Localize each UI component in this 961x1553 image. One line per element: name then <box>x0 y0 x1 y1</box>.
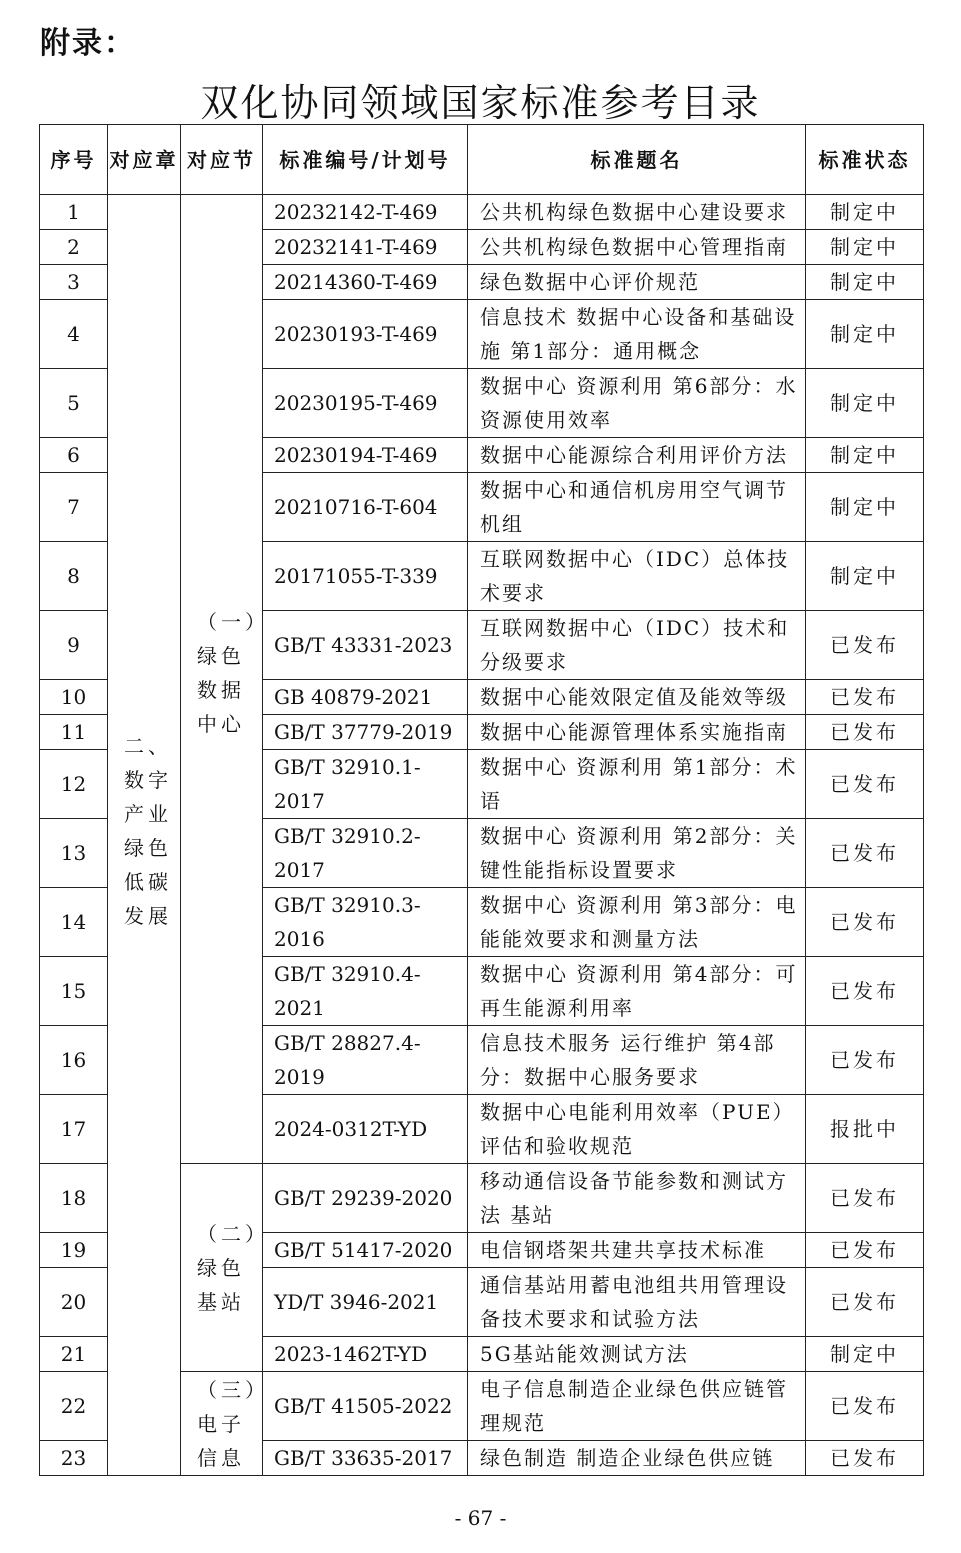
section-cell-1 <box>181 195 269 1164</box>
row-number: 18 <box>40 1164 108 1233</box>
standard-status: 已发布 <box>806 611 924 680</box>
standard-name: 公共机构绿色数据中心建设要求 <box>468 195 806 230</box>
row-number: 4 <box>40 300 108 369</box>
standard-status: 制定中 <box>806 542 924 611</box>
row-number: 9 <box>40 611 108 680</box>
row-number: 5 <box>40 369 108 438</box>
cell-line: （一） <box>197 610 269 634</box>
standard-code: GB/T 43331-2023 <box>263 611 468 680</box>
standard-code: 20230194-T-469 <box>263 438 468 473</box>
row-number: 1 <box>40 195 108 230</box>
standard-name: 信息技术 数据中心设备和基础设施 第1部分：通用概念 <box>468 300 806 369</box>
standard-code: GB/T 37779-2019 <box>263 715 468 750</box>
standard-status: 已发布 <box>806 888 924 957</box>
standard-status: 制定中 <box>806 230 924 265</box>
row-number: 10 <box>40 680 108 715</box>
table-header-row <box>40 125 924 195</box>
cell-line: 绿色 <box>197 1255 245 1280</box>
standard-code: GB/T 32910.3-2016 <box>263 888 468 957</box>
standard-code: 20210716-T-604 <box>263 473 468 542</box>
cell-line: 电子 <box>197 1411 245 1436</box>
standard-name: 数据中心电能利用效率（PUE）评估和验收规范 <box>468 1095 806 1164</box>
standard-name: 数据中心 资源利用 第2部分：关键性能指标设置要求 <box>468 819 806 888</box>
chapter-cell <box>108 195 181 1476</box>
standard-name: 数据中心能源管理体系实施指南 <box>468 715 806 750</box>
row-number: 16 <box>40 1026 108 1095</box>
row-number: 14 <box>40 888 108 957</box>
standard-code: GB/T 32910.1-2017 <box>263 750 468 819</box>
standard-name: 公共机构绿色数据中心管理指南 <box>468 230 806 265</box>
row-number: 6 <box>40 438 108 473</box>
cell-line: 基站 <box>197 1289 245 1314</box>
standard-code: GB 40879-2021 <box>263 680 468 715</box>
standard-status: 制定中 <box>806 473 924 542</box>
page-number: - 67 - <box>454 1506 507 1530</box>
row-number: 23 <box>40 1441 108 1476</box>
standard-code: 20171055-T-339 <box>263 542 468 611</box>
cell-line: （三） <box>197 1377 269 1402</box>
row-number: 12 <box>40 750 108 819</box>
standard-name: 数据中心和通信机房用空气调节机组 <box>468 473 806 542</box>
header-seq: 序号 <box>40 125 108 195</box>
standard-code: 20214360-T-469 <box>263 265 468 300</box>
appendix-label: 附录： <box>40 26 136 61</box>
header-code: 标准编号/计划号 <box>263 125 468 195</box>
cell-line: 产业 <box>124 802 172 826</box>
standard-code: GB/T 51417-2020 <box>263 1233 468 1268</box>
standard-name: 数据中心 资源利用 第6部分：水资源使用效率 <box>468 369 806 438</box>
standard-status: 已发布 <box>806 1372 924 1441</box>
standard-status: 已发布 <box>806 1026 924 1095</box>
standard-status: 已发布 <box>806 1268 924 1337</box>
row-number: 15 <box>40 957 108 1026</box>
standard-status: 制定中 <box>806 1337 924 1372</box>
cell-line: 数字 <box>124 768 172 792</box>
row-number: 20 <box>40 1268 108 1337</box>
standard-name: 互联网数据中心（IDC）总体技术要求 <box>468 542 806 611</box>
standard-status: 已发布 <box>806 715 924 750</box>
standard-status: 已发布 <box>806 1441 924 1476</box>
standard-status: 制定中 <box>806 369 924 438</box>
row-number: 17 <box>40 1095 108 1164</box>
table-row <box>40 195 924 230</box>
standard-status: 已发布 <box>806 680 924 715</box>
cell-line: （二） <box>197 1221 269 1246</box>
standard-status: 已发布 <box>806 819 924 888</box>
standard-status: 已发布 <box>806 750 924 819</box>
cell-line: 发展 <box>124 904 172 928</box>
standard-code: GB/T 41505-2022 <box>263 1372 468 1441</box>
standard-code: GB/T 28827.4-2019 <box>263 1026 468 1095</box>
row-number: 22 <box>40 1372 108 1441</box>
standard-code: GB/T 29239-2020 <box>263 1164 468 1233</box>
standard-name: 数据中心 资源利用 第1部分：术语 <box>468 750 806 819</box>
standards-table <box>39 124 924 1476</box>
header-chapter: 对应章 <box>108 125 181 195</box>
cell-line: 信息 <box>197 1445 245 1470</box>
row-number: 21 <box>40 1337 108 1372</box>
standard-code: 2024-0312T-YD <box>263 1095 468 1164</box>
row-number: 2 <box>40 230 108 265</box>
standard-name: 数据中心 资源利用 第4部分：可再生能源利用率 <box>468 957 806 1026</box>
standard-name: 绿色数据中心评价规范 <box>468 265 806 300</box>
section-cell-2 <box>181 1164 269 1372</box>
standard-status: 已发布 <box>806 957 924 1026</box>
row-number: 8 <box>40 542 108 611</box>
cell-line: 二、 <box>124 734 172 758</box>
standard-name: 通信基站用蓄电池组共用管理设备技术要求和试验方法 <box>468 1268 806 1337</box>
section-cell-3 <box>181 1372 269 1476</box>
standard-name: 数据中心能源综合利用评价方法 <box>468 438 806 473</box>
cell-line: 绿色 <box>124 836 172 860</box>
header-name: 标准题名 <box>468 125 806 195</box>
standard-code: 20232141-T-469 <box>263 230 468 265</box>
standard-name: 互联网数据中心（IDC）技术和分级要求 <box>468 611 806 680</box>
row-number: 11 <box>40 715 108 750</box>
standard-name: 电子信息制造企业绿色供应链管理规范 <box>468 1372 806 1441</box>
standard-name: 数据中心能效限定值及能效等级 <box>468 680 806 715</box>
standard-name: 移动通信设备节能参数和测试方法 基站 <box>468 1164 806 1233</box>
standard-name: 信息技术服务 运行维护 第4部分：数据中心服务要求 <box>468 1026 806 1095</box>
cell-line: 中心 <box>197 712 245 736</box>
header-status: 标准状态 <box>806 125 924 195</box>
standard-code: 20230193-T-469 <box>263 300 468 369</box>
standard-name: 绿色制造 制造企业绿色供应链 <box>468 1441 806 1476</box>
row-number: 3 <box>40 265 108 300</box>
standard-status: 已发布 <box>806 1233 924 1268</box>
standard-name: 电信钢塔架共建共享技术标准 <box>468 1233 806 1268</box>
row-number: 19 <box>40 1233 108 1268</box>
standard-code: 2023-1462T-YD <box>263 1337 468 1372</box>
standard-code: YD/T 3946-2021 <box>263 1268 468 1337</box>
standard-code: 20232142-T-469 <box>263 195 468 230</box>
standard-name: 数据中心 资源利用 第3部分：电能能效要求和测量方法 <box>468 888 806 957</box>
cell-line: 数据 <box>197 678 245 702</box>
standard-status: 制定中 <box>806 265 924 300</box>
standard-code: 20230195-T-469 <box>263 369 468 438</box>
standard-status: 制定中 <box>806 438 924 473</box>
standard-code: GB/T 32910.2-2017 <box>263 819 468 888</box>
standard-status: 已发布 <box>806 1164 924 1233</box>
row-number: 13 <box>40 819 108 888</box>
cell-line: 绿色 <box>197 644 245 668</box>
row-number: 7 <box>40 473 108 542</box>
document-title: 双化协同领域国家标准参考目录 <box>200 81 761 125</box>
standard-status: 制定中 <box>806 300 924 369</box>
standard-status: 制定中 <box>806 195 924 230</box>
cell-line: 低碳 <box>124 870 172 894</box>
header-section: 对应节 <box>181 125 263 195</box>
standard-code: GB/T 32910.4-2021 <box>263 957 468 1026</box>
standard-code: GB/T 33635-2017 <box>263 1441 468 1476</box>
standard-name: 5G基站能效测试方法 <box>468 1337 806 1372</box>
standard-status: 报批中 <box>806 1095 924 1164</box>
